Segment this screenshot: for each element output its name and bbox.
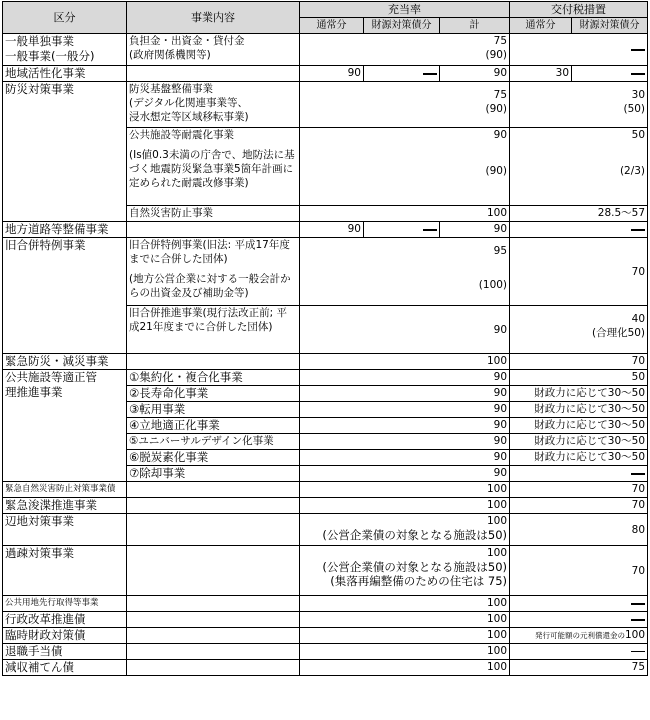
row-content: 自然災害防止事業 (127, 206, 300, 222)
dash-mark (631, 651, 645, 652)
row-kubun: 緊急浚渫推進事業 (3, 498, 127, 514)
kubun-line: 公共施設等適正管 (5, 370, 97, 384)
row-koufu (510, 128, 648, 206)
header-row (3, 2, 648, 18)
header-juutou: 充当率 (300, 2, 510, 18)
dash-mark (423, 229, 437, 231)
row-content (127, 66, 300, 82)
row-content (127, 128, 300, 206)
row-content (127, 34, 300, 66)
row-koufu: 財政力に応じて30〜50 (510, 418, 648, 434)
dash-mark (631, 473, 645, 475)
row-kei (300, 34, 510, 66)
kei-line: (90) (485, 103, 508, 115)
header-kei: 計 (440, 18, 510, 34)
table-row (3, 596, 648, 612)
row-content: ③転用事業 (127, 402, 300, 418)
row-koufu (510, 466, 648, 482)
table-row (3, 34, 648, 66)
row-tsujo: 90 (300, 222, 364, 238)
table-row (3, 514, 648, 546)
row-koufu: 70 (510, 546, 648, 596)
table-row (3, 222, 648, 238)
kei-line: 100 (486, 515, 508, 527)
row-koufu-zaigen (572, 66, 648, 82)
koufu-line: (2/3) (619, 165, 646, 177)
row-koufu (510, 82, 648, 128)
row-content (127, 498, 300, 514)
row-content: ⑦除却事業 (127, 466, 300, 482)
dash-mark (631, 619, 645, 621)
table-row (3, 238, 648, 306)
row-content: ②長寿命化事業 (127, 386, 300, 402)
kei-line: 90 (493, 129, 508, 141)
row-kei (300, 546, 510, 596)
row-kubun (3, 34, 127, 66)
row-content (127, 546, 300, 596)
header-naiyou: 事業内容 (127, 2, 300, 34)
row-content (127, 660, 300, 676)
koufu-line: (合理化50) (591, 327, 646, 339)
row-kei (300, 238, 510, 306)
row-content (127, 222, 300, 238)
row-content: ①集約化・複合化事業 (127, 370, 300, 386)
header-koufu-zaigen: 財源対策債分 (572, 18, 648, 34)
row-content (127, 354, 300, 370)
content-line: 浸水想定等区域移転事業) (129, 111, 249, 123)
header-koufu-tsujo: 通常分 (510, 18, 572, 34)
row-koufu: 28.5〜57 (510, 206, 648, 222)
row-content (127, 644, 300, 660)
table-row (3, 370, 648, 386)
row-koufu: 財政力に応じて30〜50 (510, 450, 648, 466)
table-row (3, 82, 648, 128)
kei-line: 75 (493, 35, 508, 47)
row-kei: 90 (300, 418, 510, 434)
header-tsujo: 通常分 (300, 18, 364, 34)
row-koufu: 70 (510, 238, 648, 306)
kei-line: 100 (486, 547, 508, 559)
table-row (3, 612, 648, 628)
row-kubun: 地域活性化事業 (3, 66, 127, 82)
row-content (127, 628, 300, 644)
kei-line: 95 (493, 245, 508, 257)
row-kei: 100 (300, 498, 510, 514)
row-kubun: 緊急防災・減災事業 (3, 354, 127, 370)
kei-line: (90) (485, 165, 508, 177)
row-kubun: 臨時財政対策債 (3, 628, 127, 644)
row-koufu: 財政力に応じて30〜50 (510, 386, 648, 402)
table-row (3, 660, 648, 676)
content-line: 旧合併特例事業(旧法: 平成17年度までに合併した団体) (129, 239, 290, 265)
row-zaigen (364, 66, 440, 82)
table-row (3, 546, 648, 596)
kubun-line: 理推進事業 (5, 385, 63, 399)
content-line: 防災基盤整備事業 (129, 83, 213, 95)
kei-line: (90) (485, 49, 508, 61)
row-kei: 100 (300, 612, 510, 628)
row-koufu (510, 222, 648, 238)
row-koufu: 80 (510, 514, 648, 546)
row-koufu: 財政力に応じて30〜50 (510, 402, 648, 418)
row-kubun (3, 370, 127, 482)
row-kei: 90 (440, 66, 510, 82)
row-kei: 100 (300, 628, 510, 644)
kubun-line: 一般事業(一般分) (5, 49, 95, 63)
row-kubun: 退職手当債 (3, 644, 127, 660)
content-line: (デジタル化関連事業等、 (129, 97, 248, 109)
content-line: 負担金・出資金・貸付金 (129, 35, 245, 47)
row-kei: 100 (300, 354, 510, 370)
kei-line: (公営企業債の対象となる施設は50) (322, 560, 508, 574)
row-content: 旧合併推進事業(現行法改正前; 平成21年度までに合併した団体) (127, 306, 300, 354)
row-content (127, 596, 300, 612)
row-kei: 100 (300, 596, 510, 612)
row-koufu: 70 (510, 498, 648, 514)
dash-mark (631, 49, 645, 51)
row-kubun: 過疎対策事業 (3, 546, 127, 596)
koufu-note: 発行可能額の元利償還金の (534, 631, 625, 640)
row-kubun: 緊急自然災害防止対策事業債 (3, 482, 127, 498)
row-kei: 90 (300, 306, 510, 354)
row-kubun: 防災対策事業 (3, 82, 127, 222)
koufu-line: 30 (631, 89, 646, 101)
dash-mark (631, 603, 645, 605)
row-kei: 100 (300, 660, 510, 676)
row-kubun: 公共用地先行取得等事業 (3, 596, 127, 612)
row-kei: 100 (300, 644, 510, 660)
row-kei (300, 82, 510, 128)
bond-table (2, 1, 648, 676)
row-koufu-tsujo: 30 (510, 66, 572, 82)
row-koufu (510, 628, 648, 644)
row-content (127, 82, 300, 128)
row-content (127, 482, 300, 498)
row-content: ⑤ユニバーサルデザイン化事業 (127, 434, 300, 450)
row-koufu: 70 (510, 482, 648, 498)
koufu-line: 50 (631, 129, 646, 141)
table-row (3, 66, 648, 82)
row-koufu (510, 644, 648, 660)
row-koufu: 財政力に応じて30〜50 (510, 434, 648, 450)
row-kubun: 旧合併特例事業 (3, 238, 127, 354)
content-line: 公共施設等耐震化事業 (129, 129, 234, 141)
kei-line: 75 (493, 89, 508, 101)
row-koufu: 70 (510, 354, 648, 370)
row-kei: 90 (300, 434, 510, 450)
kei-line: (集落再編整備のための住宅は 75) (330, 574, 508, 588)
row-kubun: 地方道路等整備事業 (3, 222, 127, 238)
row-tsujo: 90 (300, 66, 364, 82)
row-koufu (510, 306, 648, 354)
row-kei: 90 (300, 466, 510, 482)
header-koufu: 交付税措置 (510, 2, 648, 18)
table-row (3, 628, 648, 644)
row-kei: 100 (300, 206, 510, 222)
content-line: (Is値0.3未満の庁舎で、地防法に基づく地震防災緊急事業5箇年計画に定められた耐震改修事業) (129, 149, 295, 189)
dash-mark (631, 229, 645, 231)
kei-line: (100) (478, 279, 508, 291)
koufu-line: (50) (623, 103, 646, 115)
table-row (3, 644, 648, 660)
header-kubun: 区分 (3, 2, 127, 34)
row-koufu: 50 (510, 370, 648, 386)
kei-line: (公営企業債の対象となる施設は50) (322, 528, 508, 542)
row-koufu: 75 (510, 660, 648, 676)
row-content (127, 612, 300, 628)
row-kei: 90 (440, 222, 510, 238)
table-row (3, 498, 648, 514)
row-content: ④立地適正化事業 (127, 418, 300, 434)
row-kubun: 行政改革推進債 (3, 612, 127, 628)
koufu-value: 100 (624, 629, 646, 641)
dash-mark (631, 73, 645, 75)
row-kei: 90 (300, 402, 510, 418)
content-line: (地方公営企業に対する一般会計からの出資金及び補助金等) (129, 273, 291, 299)
row-kei (300, 514, 510, 546)
table-row (3, 354, 648, 370)
row-kei: 90 (300, 450, 510, 466)
row-kei: 90 (300, 386, 510, 402)
row-kei: 100 (300, 482, 510, 498)
row-koufu (510, 34, 648, 66)
row-kei: 90 (300, 370, 510, 386)
koufu-line: 40 (631, 313, 646, 325)
header-zaigen: 財源対策債分 (364, 18, 440, 34)
table-row (3, 482, 648, 498)
row-zaigen (364, 222, 440, 238)
row-content (127, 238, 300, 306)
row-koufu (510, 612, 648, 628)
row-content (127, 514, 300, 546)
dash-mark (423, 73, 437, 75)
row-kei (300, 128, 510, 206)
kubun-line: 一般単独事業 (5, 34, 74, 48)
content-line: (政府関係機関等) (129, 49, 211, 61)
row-kubun: 減収補てん債 (3, 660, 127, 676)
row-content: ⑥脱炭素化事業 (127, 450, 300, 466)
row-koufu (510, 596, 648, 612)
row-kubun: 辺地対策事業 (3, 514, 127, 546)
